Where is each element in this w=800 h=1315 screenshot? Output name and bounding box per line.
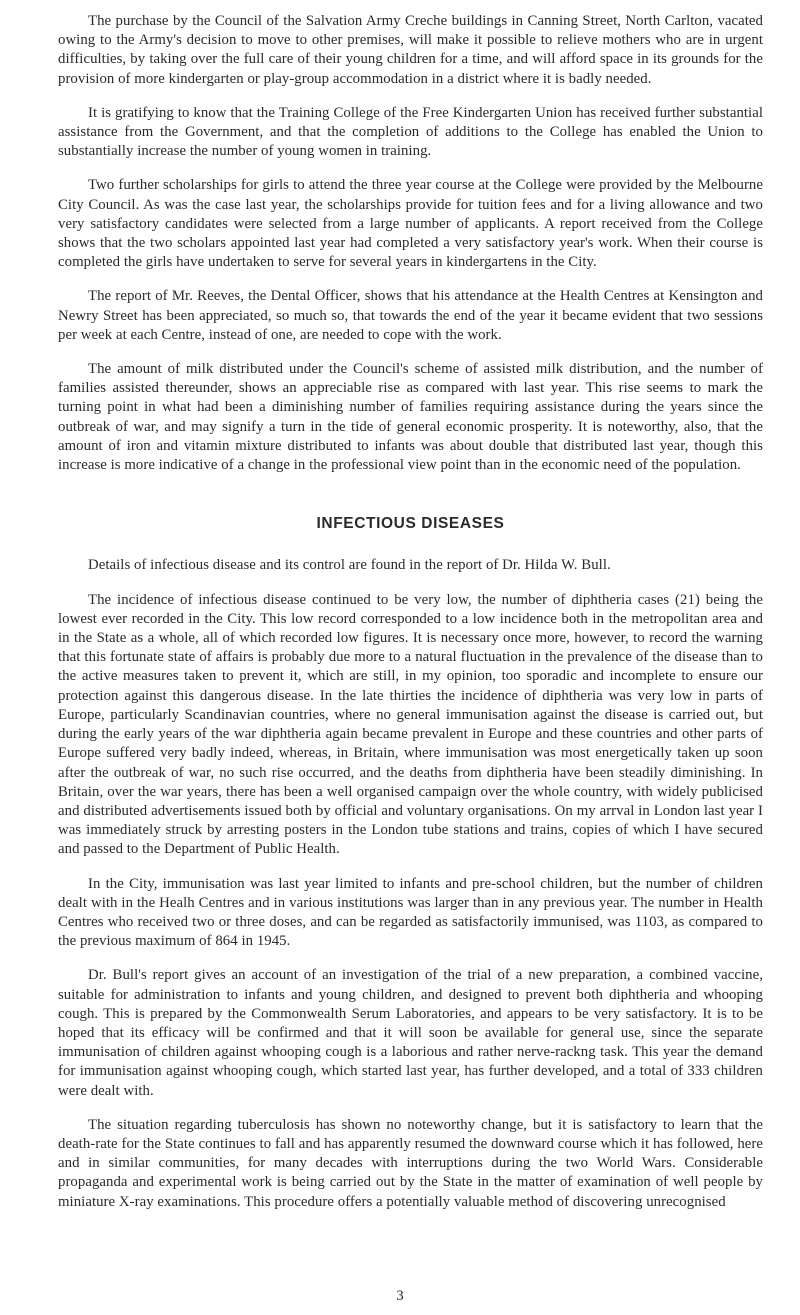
document-page (58, 12, 763, 1227)
paragraph-infectious-details: Details of infectious disease and its control are found in the report of Dr. Hilda W. Bull. (88, 557, 611, 574)
paragraph-combined-vaccine: Dr. Bull's report gives an account of an investigation of the trial of a new preparation, a combined vaccine, suitable for administration to infants and young children, and designed to prevent both diphtheria and whooping cough. This is prepared by the Commonwealth Serum Laboratories, and appears to be very satisfactory. It is to be hoped that its efficacy will be confirmed and that it will soon be available for general use, since the separate immunisation of children against whooping cough is a laborious and rather nerve-rackng task. This year the demand for immunisation against whooping cough, which started last year, has further developed, and a total of 333 children were dealt with. (58, 967, 763, 1099)
paragraph-training-college: It is gratifying to know that the Training College of the Free Kindergarten Union has received further substantial assistance from the Government, and that the completion of additions to the College has enabled the Union to substantially increase the number of young women in training. (58, 104, 763, 160)
paragraph-scholarships: Two further scholarships for girls to attend the three year course at the College were provided by the Melbourne City Council. As was the case last year, the scholarships provide for tuition fees and for a living allowance and two very satisfactory candidates were selected from a large number of applicants. A report received from the College shows that the two scholars appointed last year had completed a very satisfactory year's work. When their course is completed the girls have undertaken to serve for several years in kindergartens in the City. (58, 177, 763, 271)
paragraph-tuberculosis: The situation regarding tuberculosis has shown no noteworthy change, but it is satisfactory to learn that the death-rate for the State continues to fall and has apparently resumed the downward course which it has followed, here and in similar communities, for many decades with interruptions during the two World Wars. Considerable propaganda and experimental work is being carried out by the State in the matter of examination of well people by miniature X-ray examinations. This procedure offers a potentially valuable method of discovering unrecognised (58, 1116, 763, 1210)
paragraph-creche-purchase: The purchase by the Council of the Salvation Army Creche buildings in Canning Street, North Carlton, vacated owing to the Army's decision to move to other premises, will make it possible to relieve mothers who are in urgent difficulties, by taking over the full care of their young children for a time, and will afford space in its grounds for the provision of more kindergarten or play-group accommodation in a district where it is badly needed. (58, 13, 763, 87)
section-heading-infectious-diseases: INFECTIOUS DISEASES (316, 515, 505, 533)
paragraph-immunisation-city: In the City, immunisation was last year limited to infants and pre-school children, but the number of children dealt with in the Healh Centres and in various institutions was larger than in any previous year. The number in Health Centres who received two or three doses, and can be regarded as satisfactorily immunised, was 1103, as compared to the previous maximum of 864 in 1945. (58, 875, 763, 950)
paragraph-dental-officer: The report of Mr. Reeves, the Dental Officer, shows that his attendance at the Health Centres at Kensington and Newry Street has been appreciated, so much so, that towards the end of the year it became evident that two sessions per week at each Centre, instead of one, are needed to cope with the work. (58, 288, 763, 343)
paragraph-diphtheria-incidence: The incidence of infectious disease continued to be very low, the number of diphtheria cases (21) being the lowest ever recorded in the City. This low record corresponded to a low incidence both in the metropolitan area and in the State as a whole, all of which recorded low figures. It is necessary once more, however, to record the warning that this fortunate state of affairs is probably due more to a natural fluctuation in the prevalence of the disease than to the active measures taken to prevent it, which are still, in my opinion, too sporadic and incomplete to ensure our protection against this dangerous disease. In the late thirties the incidence of diphtheria was very low in parts of Europe, particularly Scandinavian countries, where no general immunisation against the disease is carried out, but during the early years of the war diphtheria again became prevalent in Europe and these countries and other parts of Europe suffered very badly indeed, whereas, in Britain, where immunisation was most energetically taken up soon after the outbreak of war, no such rise occurred, and the deaths from diphtheria have been steadily diminishing. In Britain, over the war years, there has been a well organised campaign over the whole country, with widely publicised and distributed advertisements issued both by official and voluntary organisations. On my arrval in London last year I was immediately struck by arresting posters in the London tube stations and trains, copies of which I have secured and passed to the Department of Public Health. (58, 591, 763, 858)
page-number: 3 (396, 1288, 404, 1304)
paragraph-milk-distribution: The amount of milk distributed under the Council's scheme of assisted milk distribution, and the number of families assisted thereunder, shows an appreciable rise as compared with last year. This rise seems to mark the turning point in what had been a diminishing number of families requiring assistance during the years since the outbreak of war, and may signify a turn in the tide of general economic prosperity. It is noteworthy, also, that the amount of iron and vitamin mixture distributed to infants was about double that distributed last year, though this increase is more indicative of a change in the professional view point than in the economic need of the population. (58, 361, 763, 474)
